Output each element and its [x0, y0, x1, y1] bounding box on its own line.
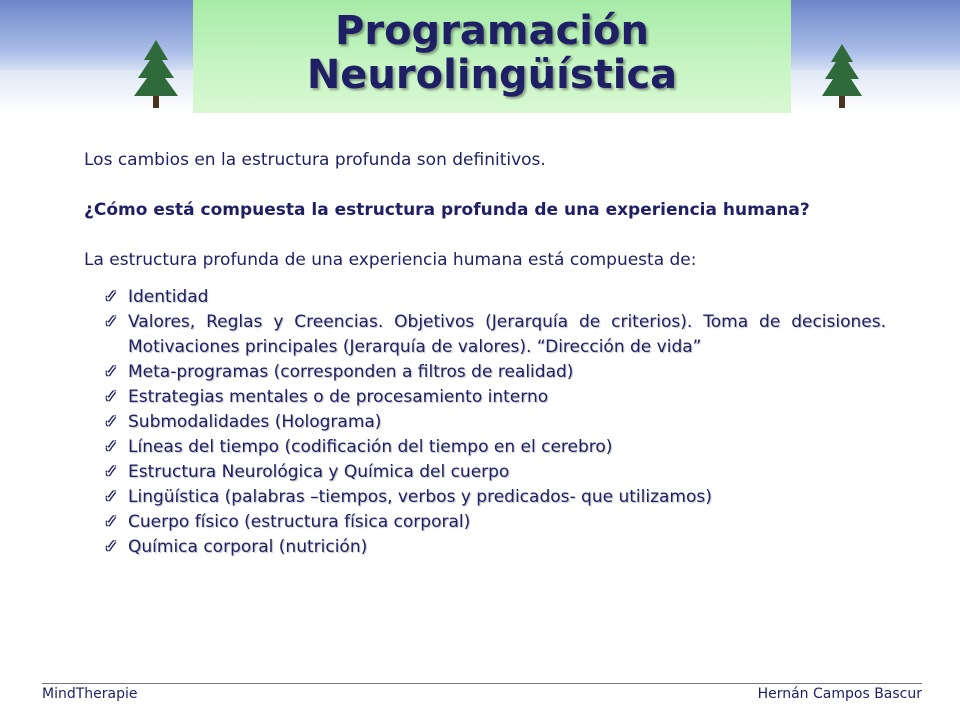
snow-ground-right	[790, 70, 960, 113]
check-icon: ✓	[104, 437, 119, 457]
header-banner	[0, 0, 960, 113]
check-icon: ✓	[104, 387, 119, 407]
list-item	[104, 410, 886, 435]
list-item-text: Estrategias mentales o de procesamiento interno	[128, 387, 549, 407]
check-icon: ✓	[104, 412, 119, 432]
list-item	[104, 385, 886, 410]
check-icon: ✓	[104, 512, 119, 532]
footer-brand: MindTherapie	[42, 686, 138, 702]
check-icon: ✓	[104, 362, 119, 382]
page-title-line-2: Neurolingüística	[306, 52, 678, 98]
list-item-text: Estructura Neurológica y Química del cuerpo	[128, 462, 510, 482]
tree-right-icon	[820, 42, 864, 110]
lead-text: La estructura profunda de una experiencia humana está compuesta de:	[84, 250, 697, 270]
list-item	[104, 535, 886, 560]
main-content	[84, 148, 886, 560]
footer-divider	[42, 683, 922, 684]
check-icon: ✓	[104, 537, 119, 557]
list-item-text: Química corporal (nutrición)	[128, 537, 368, 557]
list-item	[104, 285, 886, 310]
list-item	[104, 485, 886, 510]
list-item-text: Meta-programas (corresponden a filtros de realidad)	[128, 362, 574, 382]
list-item	[104, 510, 886, 535]
check-icon: ✓	[104, 287, 119, 307]
page-title-line-1: Programación	[335, 8, 649, 54]
list-item-text: Líneas del tiempo (codificación del tiempo en el cerebro)	[128, 437, 613, 457]
list-item	[104, 360, 886, 385]
list-item-text: Cuerpo físico (estructura física corporal)	[128, 512, 471, 532]
list-item	[104, 460, 886, 485]
list-item-text: Lingüística (palabras –tiempos, verbos y predicados- que utilizamos)	[128, 487, 712, 507]
question-text: ¿Cómo está compuesta la estructura profunda de una experiencia humana?	[84, 200, 810, 220]
check-icon: ✓	[104, 487, 119, 507]
tree-left-icon	[132, 38, 180, 110]
list-item-text: Identidad	[128, 287, 209, 307]
footer-author: Hernán Campos Bascur	[757, 686, 922, 702]
list-item	[104, 310, 886, 360]
check-icon: ✓	[104, 462, 119, 482]
intro-text: Los cambios en la estructura profunda son definitivos.	[84, 150, 546, 170]
list-item	[104, 435, 886, 460]
title-box	[193, 0, 791, 113]
list-item-text: Submodalidades (Holograma)	[128, 412, 382, 432]
bullet-list	[84, 285, 886, 560]
list-item-text: Valores, Reglas y Creencias. Objetivos (Jerarquía de criterios). Toma de decisiones. Motivaciones principales (Jerarquía de valores). “Dirección de vida”	[128, 312, 886, 357]
check-icon: ✓	[104, 312, 119, 332]
